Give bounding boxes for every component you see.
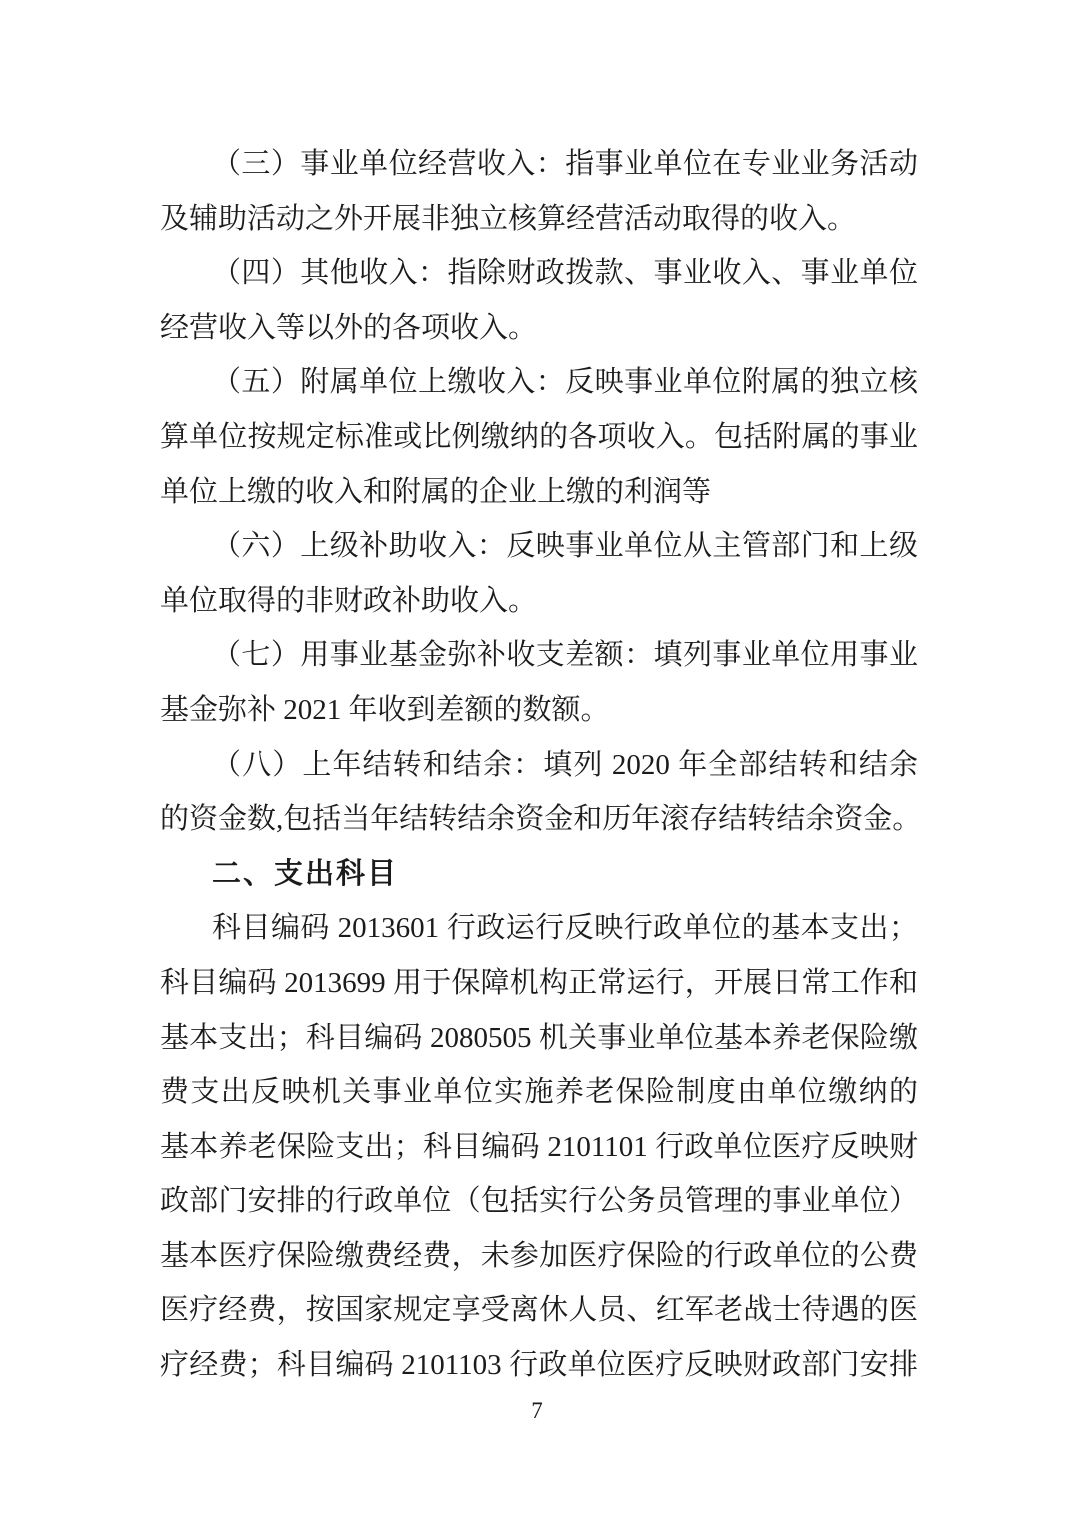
section-heading-expenditure [160, 847, 918, 902]
paragraph-expenditure-codes [160, 901, 918, 1392]
text-line: （五）附属单位上缴收入：反映事业单位附属的独立核 [212, 366, 918, 399]
text-line: 单位取得的非财政补助收入。 [160, 584, 538, 617]
text-line: 算单位按规定标准或比例缴纳的各项收入。包括附属的事业 [160, 420, 918, 453]
paragraph-income-8 [160, 738, 922, 847]
text-line: 单位上缴的收入和附属的企业上缴的利润等 [160, 475, 712, 508]
paragraph-income-3 [160, 137, 918, 246]
text-line: 基金弥补 2021 年收到差额的数额。 [160, 693, 610, 726]
text-line: 疗经费；科目编码 2101103 行政单位医疗反映财政部门安排 [160, 1349, 918, 1382]
text-line: （六）上级补助收入：反映事业单位从主管部门和上级 [212, 530, 918, 563]
paragraph-income-7 [160, 628, 918, 737]
text-line: 的资金数,包括当年结转结余资金和历年滚存结转结余资金。 [160, 803, 922, 836]
document-body [160, 137, 922, 1393]
text-line: 科目编码 2013601 行政运行反映行政单位的基本支出； [212, 912, 918, 945]
paragraph-income-6 [160, 519, 918, 628]
text-line: （七）用事业基金弥补收支差额：填列事业单位用事业 [212, 639, 918, 672]
text-line: 基本支出；科目编码 2080505 机关事业单位基本养老保险缴 [160, 1021, 918, 1054]
text-line: 费支出反映机关事业单位实施养老保险制度由单位缴纳的 [160, 1076, 918, 1109]
paragraph-income-4 [160, 246, 918, 355]
text-line: 及辅助活动之外开展非独立核算经营活动取得的收入。 [160, 202, 857, 235]
text-line: 政部门安排的行政单位（包括实行公务员管理的事业单位） [160, 1185, 918, 1218]
text-line: 基本养老保险支出；科目编码 2101101 行政单位医疗反映财 [160, 1130, 918, 1163]
text-line: （四）其他收入：指除财政拨款、事业收入、事业单位 [212, 257, 918, 290]
text-line: （八）上年结转和结余：填列 2020 年全部结转和结余 [212, 748, 918, 781]
text-line: 医疗经费，按国家规定享受离休人员、红军老战士待遇的医 [160, 1294, 918, 1327]
section-heading-text: 二、支出科目 [212, 857, 399, 890]
text-line: 科目编码 2013699 用于保障机构正常运行，开展日常工作和 [160, 966, 918, 999]
text-line: 基本医疗保险缴费经费，未参加医疗保险的行政单位的公费 [160, 1239, 918, 1272]
paragraph-income-5 [160, 355, 918, 519]
text-line: （三）事业单位经营收入：指事业单位在专业业务活动 [212, 148, 918, 180]
page-number: 7 [531, 1398, 543, 1423]
text-line: 经营收入等以外的各项收入。 [160, 311, 538, 344]
